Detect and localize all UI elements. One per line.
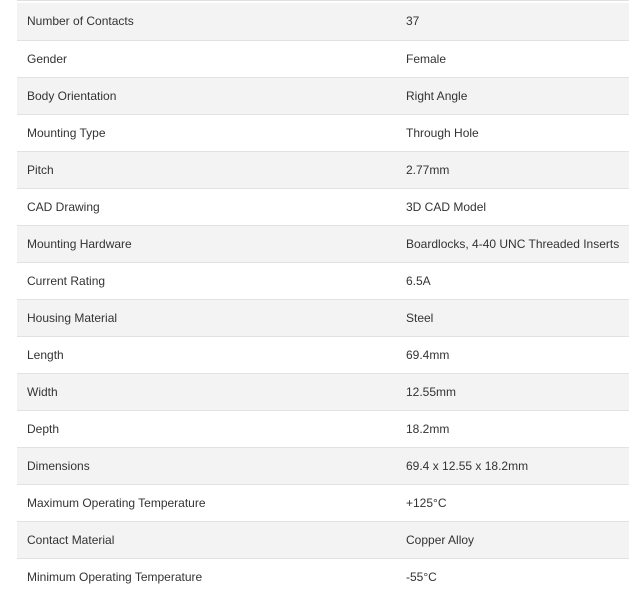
spec-row-width — [17, 373, 629, 410]
spec-row-cad-drawing — [17, 188, 629, 225]
spec-label: Mounting Type — [17, 114, 396, 151]
spec-value: Boardlocks, 4-40 UNC Threaded Inserts — [396, 225, 629, 262]
spec-label: Body Orientation — [17, 77, 396, 114]
specifications-panel — [17, 0, 629, 592]
spec-row-minimum-operating-temperature — [17, 558, 629, 592]
spec-label: Contact Material — [17, 521, 396, 558]
specifications-table — [17, 3, 629, 592]
spec-label: CAD Drawing — [17, 188, 396, 225]
spec-row-maximum-operating-temperature — [17, 484, 629, 521]
spec-label: Width — [17, 373, 396, 410]
spec-row-mounting-type — [17, 114, 629, 151]
spec-value: Steel — [396, 299, 629, 336]
spec-row-mounting-hardware — [17, 225, 629, 262]
spec-row-gender — [17, 40, 629, 77]
spec-label: Length — [17, 336, 396, 373]
spec-row-depth — [17, 410, 629, 447]
spec-label: Dimensions — [17, 447, 396, 484]
spec-value: 3D CAD Model — [396, 188, 629, 225]
spec-label: Depth — [17, 410, 396, 447]
spec-label: Housing Material — [17, 299, 396, 336]
spec-label: Gender — [17, 40, 396, 77]
spec-row-contact-material — [17, 521, 629, 558]
spec-value: +125°C — [396, 484, 629, 521]
spec-row-number-of-contacts — [17, 3, 629, 40]
spec-value: 37 — [396, 3, 629, 40]
spec-row-current-rating — [17, 262, 629, 299]
spec-row-pitch — [17, 151, 629, 188]
spec-value: Through Hole — [396, 114, 629, 151]
spec-value: Copper Alloy — [396, 521, 629, 558]
spec-value: 2.77mm — [396, 151, 629, 188]
spec-label: Current Rating — [17, 262, 396, 299]
spec-row-dimensions — [17, 447, 629, 484]
spec-label: Pitch — [17, 151, 396, 188]
spec-row-housing-material — [17, 299, 629, 336]
spec-label: Mounting Hardware — [17, 225, 396, 262]
spec-value: Female — [396, 40, 629, 77]
spec-label: Minimum Operating Temperature — [17, 558, 396, 592]
spec-value: 12.55mm — [396, 373, 629, 410]
spec-value: 6.5A — [396, 262, 629, 299]
spec-value: -55°C — [396, 558, 629, 592]
spec-value: 18.2mm — [396, 410, 629, 447]
spec-value: 69.4 x 12.55 x 18.2mm — [396, 447, 629, 484]
spec-row-body-orientation — [17, 77, 629, 114]
spec-row-length — [17, 336, 629, 373]
spec-value: Right Angle — [396, 77, 629, 114]
spec-value: 69.4mm — [396, 336, 629, 373]
spec-label: Maximum Operating Temperature — [17, 484, 396, 521]
spec-label: Number of Contacts — [17, 3, 396, 40]
